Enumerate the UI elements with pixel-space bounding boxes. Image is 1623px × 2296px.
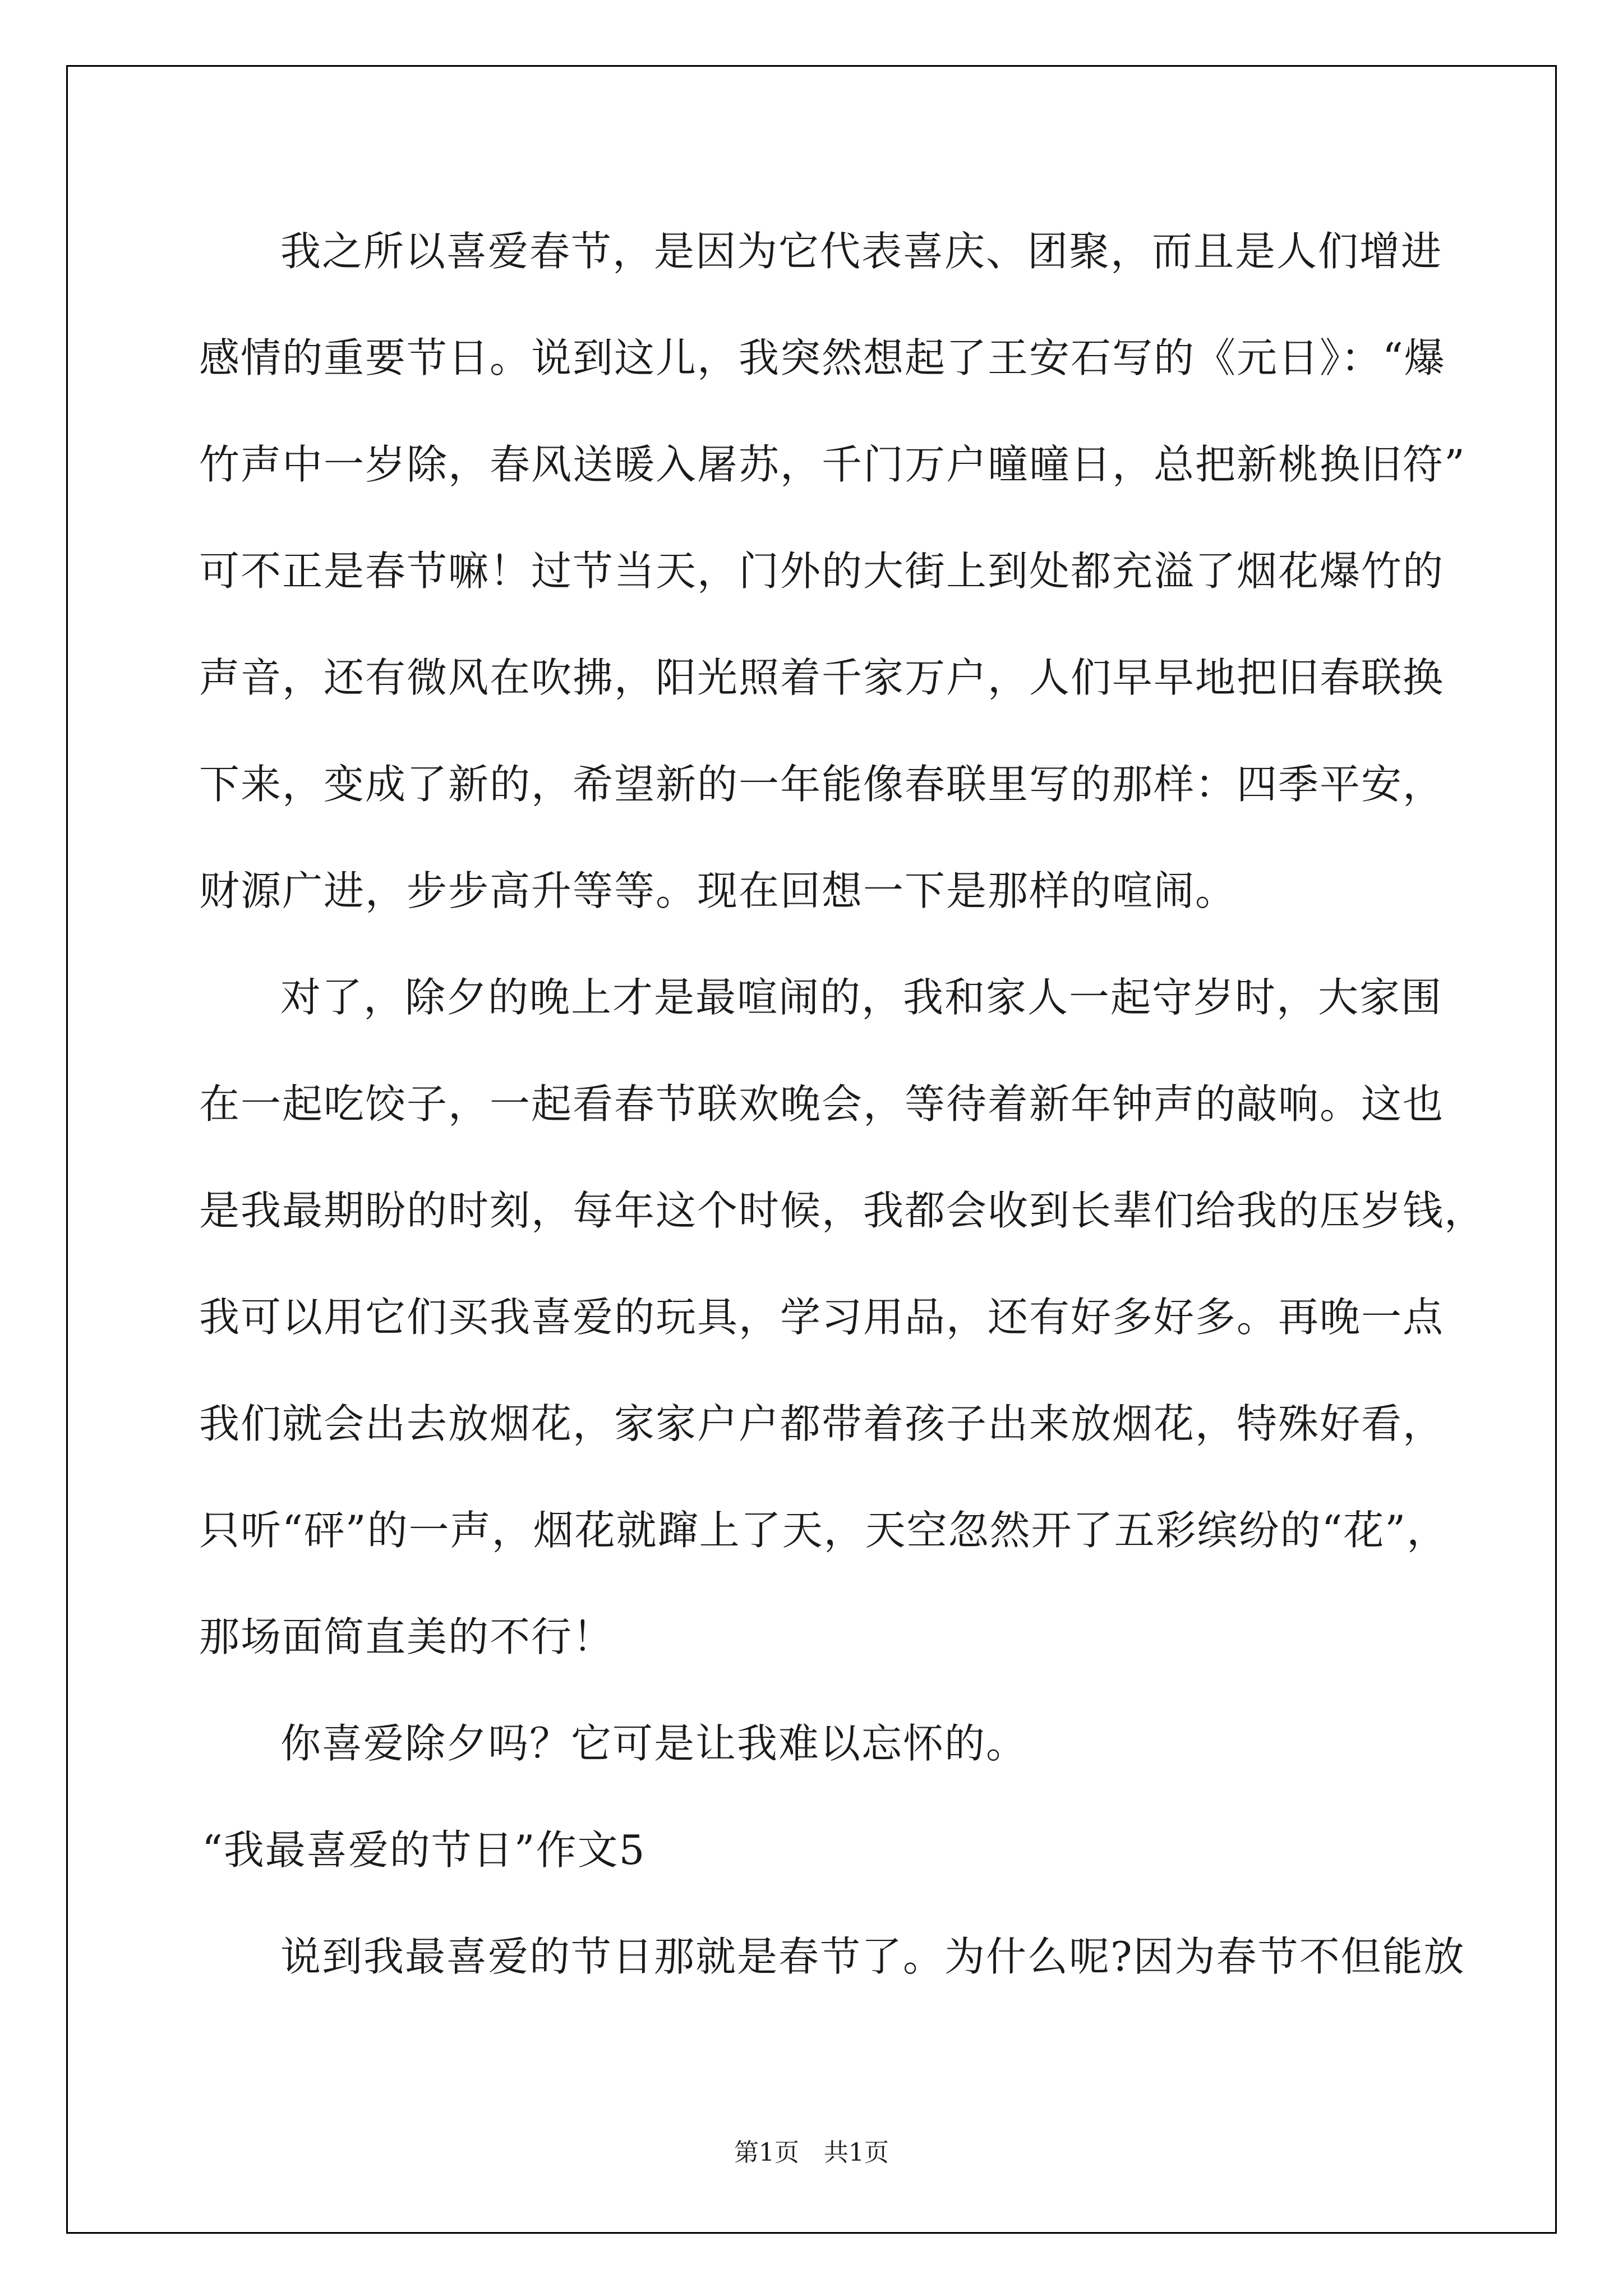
paragraph-line: 我可以用它们买我喜爱的玩具，学习用品，还有好多好多。再晚一点 xyxy=(199,1294,1445,1341)
paragraph-line: 是我最期盼的时刻，每年这个时候，我都会收到长辈们给我的压岁钱， xyxy=(199,1187,1486,1234)
paragraph-line: 可不正是春节嘛！过节当天，门外的大街上到处都充溢了烟花爆竹的 xyxy=(199,547,1445,595)
section-heading: “我最喜爱的节日”作文5 xyxy=(202,1826,646,1874)
page-footer: 第1页 共1页 xyxy=(734,2138,889,2167)
paragraph-line: 对了，除夕的晚上才是最喧闹的，我和家人一起守岁时，大家围 xyxy=(280,974,1443,1021)
paragraph-line: 财源广进，步步高升等等。现在回想一下是那样的喧闹。 xyxy=(199,867,1237,914)
paragraph-line: 竹声中一岁除，春风送暖入屠苏，千门万户曈曈日，总把新桃换旧符” xyxy=(199,441,1466,488)
paragraph-line: 我之所以喜爱春节，是因为它代表喜庆、团聚，而且是人们增进 xyxy=(280,228,1443,275)
paragraph-line: 下来，变成了新的，希望新的一年能像春联里写的那样：四季平安， xyxy=(199,761,1445,808)
paragraph-line: 我们就会出去放烟花，家家户户都带着孩子出来放烟花，特殊好看， xyxy=(199,1400,1445,1447)
paragraph-line: 声音，还有微风在吹拂，阳光照着千家万户，人们早早地把旧春联换 xyxy=(199,654,1445,701)
paragraph-line: 说到我最喜爱的节日那就是春节了。为什么呢?因为春节不但能放 xyxy=(280,1933,1465,1980)
page-border xyxy=(66,65,1557,2234)
paragraph-line: 感情的重要节日。说到这儿，我突然想起了王安石写的《元日》：“爆 xyxy=(199,334,1446,381)
paragraph-line: 只听“砰”的一声，烟花就蹿上了天，天空忽然开了五彩缤纷的“花”， xyxy=(199,1507,1449,1554)
paragraph-line: 在一起吃饺子，一起看春节联欢晚会，等待着新年钟声的敲响。这也 xyxy=(199,1080,1445,1128)
paragraph-line: 你喜爱除夕吗？它可是让我难以忘怀的。 xyxy=(280,1720,1028,1767)
paragraph-line: 那场面简直美的不行！ xyxy=(199,1613,615,1660)
